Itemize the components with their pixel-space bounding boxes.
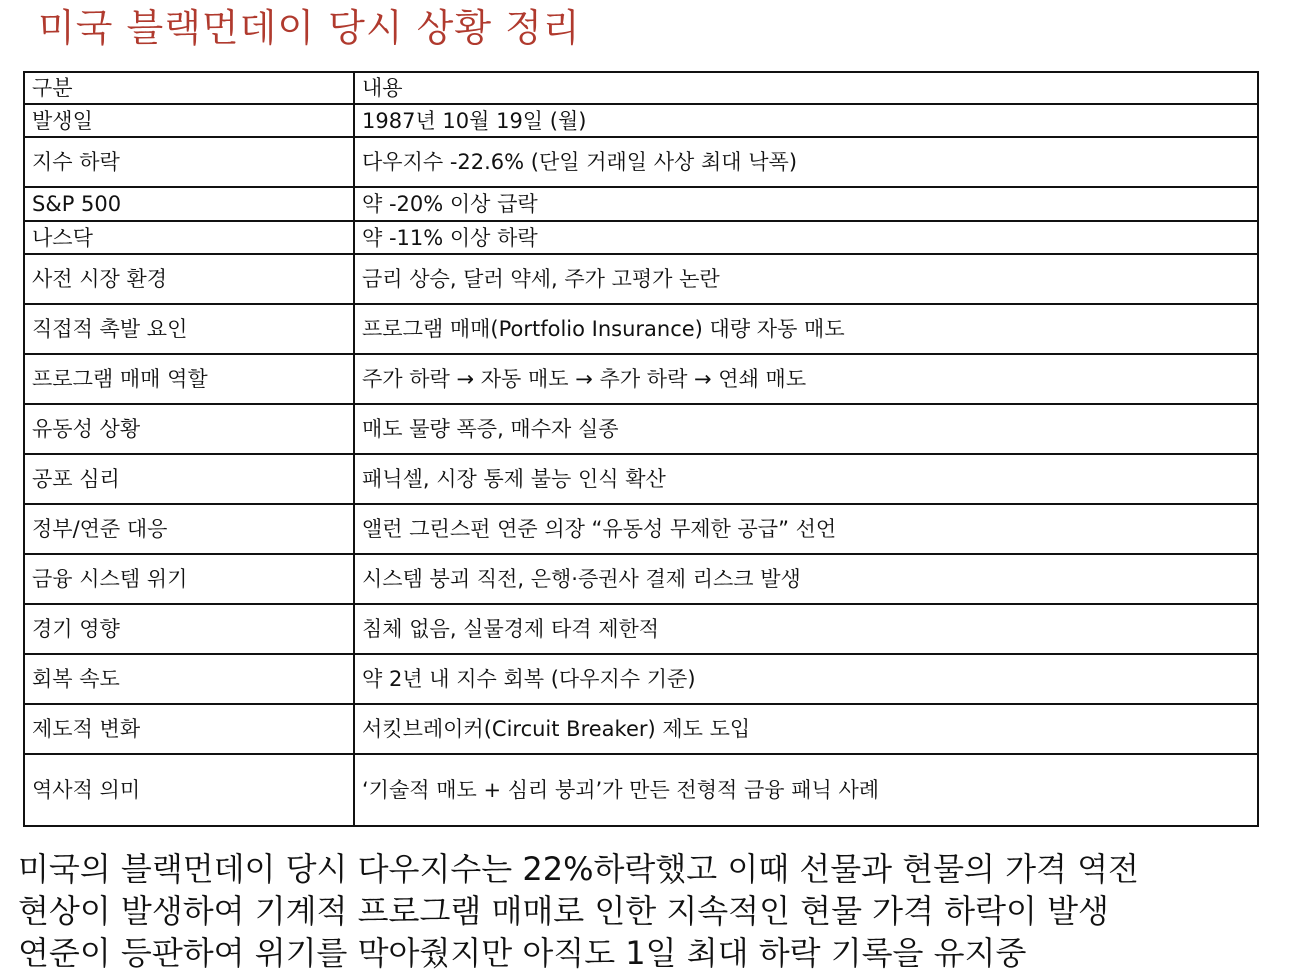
row-label: 경기 영향 bbox=[24, 604, 354, 654]
table-row bbox=[24, 304, 1258, 354]
row-value: 매도 물량 폭증, 매수자 실종 bbox=[354, 404, 1258, 454]
row-value: 서킷브레이커(Circuit Breaker) 제도 도입 bbox=[354, 704, 1258, 754]
table-row bbox=[24, 221, 1258, 254]
row-value: 다우지수 -22.6% (단일 거래일 사상 최대 낙폭) bbox=[354, 137, 1258, 187]
row-value: 금리 상승, 달러 약세, 주가 고평가 논란 bbox=[354, 254, 1258, 304]
row-label: 공포 심리 bbox=[24, 454, 354, 504]
table-row bbox=[24, 137, 1258, 187]
table-row bbox=[24, 554, 1258, 604]
page-title: 미국 블랙먼데이 당시 상황 정리 bbox=[38, 6, 581, 50]
row-value: 약 -11% 이상 하락 bbox=[354, 221, 1258, 254]
row-label: 발생일 bbox=[24, 104, 354, 137]
paragraph-line: 현상이 발생하여 기계적 프로그램 매매로 인한 지속적인 현물 가격 하락이 발생 bbox=[18, 892, 1109, 930]
row-value: 시스템 붕괴 직전, 은행·증권사 결제 리스크 발생 bbox=[354, 554, 1258, 604]
row-label: 프로그램 매매 역할 bbox=[24, 354, 354, 404]
row-label: 금융 시스템 위기 bbox=[24, 554, 354, 604]
table-row bbox=[24, 354, 1258, 404]
row-label: 정부/연준 대응 bbox=[24, 504, 354, 554]
row-label: 나스닥 bbox=[24, 221, 354, 254]
table-row bbox=[24, 104, 1258, 137]
table-header-row bbox=[24, 72, 1258, 104]
table-row bbox=[24, 187, 1258, 221]
header-cell-content: 내용 bbox=[354, 72, 1258, 104]
row-label: 직접적 촉발 요인 bbox=[24, 304, 354, 354]
table-row bbox=[24, 454, 1258, 504]
row-value: 침체 없음, 실물경제 타격 제한적 bbox=[354, 604, 1258, 654]
table-row bbox=[24, 754, 1258, 826]
table-row bbox=[24, 254, 1258, 304]
row-value: 약 2년 내 지수 회복 (다우지수 기준) bbox=[354, 654, 1258, 704]
table-row bbox=[24, 504, 1258, 554]
row-value: 앨런 그린스펀 연준 의장 “유동성 무제한 공급” 선언 bbox=[354, 504, 1258, 554]
row-value: 주가 하락 → 자동 매도 → 추가 하락 → 연쇄 매도 bbox=[354, 354, 1258, 404]
paragraph-line: 미국의 블랙먼데이 당시 다우지수는 22%하락했고 이때 선물과 현물의 가격 역전 bbox=[18, 850, 1139, 888]
table-row bbox=[24, 654, 1258, 704]
row-label: 지수 하락 bbox=[24, 137, 354, 187]
paragraph-line: 연준이 등판하여 위기를 막아줬지만 아직도 1일 최대 하락 기록을 유지중 bbox=[18, 934, 1027, 972]
row-label: 역사적 의미 bbox=[24, 754, 354, 826]
table-row bbox=[24, 404, 1258, 454]
summary-paragraph bbox=[18, 848, 1288, 974]
summary-table bbox=[23, 71, 1259, 827]
row-label: 사전 시장 환경 bbox=[24, 254, 354, 304]
row-label: 제도적 변화 bbox=[24, 704, 354, 754]
table-row bbox=[24, 704, 1258, 754]
row-label: 회복 속도 bbox=[24, 654, 354, 704]
row-value: 약 -20% 이상 급락 bbox=[354, 187, 1258, 221]
row-value: ‘기술적 매도 + 심리 붕괴’가 만든 전형적 금융 패닉 사례 bbox=[354, 754, 1258, 826]
row-value: 1987년 10월 19일 (월) bbox=[354, 104, 1258, 137]
table-row bbox=[24, 604, 1258, 654]
row-label: S&P 500 bbox=[24, 187, 354, 221]
header-cell-category: 구분 bbox=[24, 72, 354, 104]
row-value: 패닉셀, 시장 통제 불능 인식 확산 bbox=[354, 454, 1258, 504]
row-value: 프로그램 매매(Portfolio Insurance) 대량 자동 매도 bbox=[354, 304, 1258, 354]
row-label: 유동성 상황 bbox=[24, 404, 354, 454]
